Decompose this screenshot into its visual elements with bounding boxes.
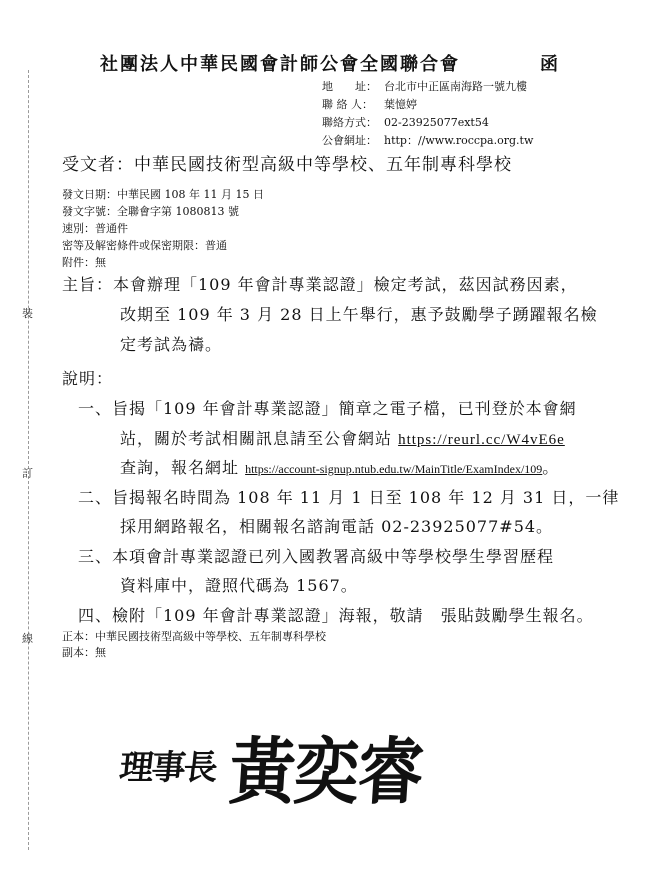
phone-row xyxy=(322,114,489,132)
recipient: 受文者：中華民國技術型高級中等學校、五年制專科學校 xyxy=(62,155,512,175)
doc-number: 發文字號：全聯會字第 1080813 號 xyxy=(62,205,239,218)
address-row xyxy=(322,78,527,96)
item4-line-1: 四、檢附「109 年會計專業認證」海報，敬請 張貼鼓勵學生報名。 xyxy=(78,606,594,625)
issue-date: 發文日期：中華民國 108 年 11 月 15 日 xyxy=(62,188,264,201)
item1-line-1: 一、旨揭「109 年會計專業認證」簡章之電子檔，已刊登於本會網 xyxy=(78,399,577,418)
item3-line-1: 三、本項會計專業認證已列入國教署高級中等學校學生學習歷程 xyxy=(78,547,555,566)
doc-type: 函 xyxy=(540,54,558,75)
subject-line-1: 主旨：本會辦理「109 年會計專業認證」檢定考試，茲因試務因素， xyxy=(62,275,578,294)
org-title: 社團法人中華民國會計師公會全國聯合會 xyxy=(100,54,460,75)
phone-label: 聯絡方式： xyxy=(322,116,377,129)
website-value: http：//www.roccpa.org.tw xyxy=(384,134,534,147)
subject-line-3: 定考試為禱。 xyxy=(120,335,223,354)
contact-row xyxy=(322,96,417,114)
signature-name: 黃奕睿 xyxy=(226,728,425,815)
item1-line-2 xyxy=(120,426,565,449)
margin-mark-xian: 線 xyxy=(22,632,33,645)
explanation-label: 說明： xyxy=(62,369,114,388)
margin-mark-ding: 訂 xyxy=(22,467,33,480)
contact-label: 聯 絡 人： xyxy=(322,98,373,111)
secrecy: 密等及解密條件或保密期限：普通 xyxy=(62,239,227,252)
website-label: 公會網址： xyxy=(322,134,377,147)
signature-title: 理事長 xyxy=(117,748,218,788)
item1-line-3-text: 查詢，報名網址 xyxy=(120,458,246,477)
margin-mark-zhuang: 裝 xyxy=(22,307,33,320)
item2-line-2: 採用網路報名，相關報名諮詢電話 02-23925077#54。 xyxy=(120,517,554,536)
attachment: 附件：無 xyxy=(62,256,106,269)
signature-seal xyxy=(117,718,450,815)
association-link[interactable]: https://reurl.cc/W4vE6e xyxy=(398,432,565,448)
binding-dashed-line xyxy=(28,70,29,850)
subject-line-2: 改期至 109 年 3 月 28 日上午舉行，惠予鼓勵學子踴躍報名檢 xyxy=(120,305,598,324)
item3-line-2: 資料庫中，證照代碼為 1567。 xyxy=(120,576,358,595)
contact-value: 葉憶婷 xyxy=(384,98,417,111)
website-row xyxy=(322,132,533,150)
speed: 速別：普通件 xyxy=(62,222,128,235)
address-label: 地 址： xyxy=(322,80,377,93)
phone-value: 02-23925077ext54 xyxy=(384,116,489,129)
item1-line-2-text: 站，關於考試相關訊息請至公會網站 xyxy=(120,429,399,448)
item1-line-3 xyxy=(120,455,559,478)
item1-line-3-end: 。 xyxy=(542,458,560,477)
original-recipients: 正本：中華民國技術型高級中等學校、五年制專科學校 xyxy=(62,630,326,643)
copy-recipients: 副本：無 xyxy=(62,646,106,659)
item2-line-1: 二、旨揭報名時間為 108 年 11 月 1 日至 108 年 12 月 31 日，一律 xyxy=(78,488,620,507)
address-value: 台北市中正區南海路一號九樓 xyxy=(384,80,527,93)
registration-link[interactable]: https://account-signup.ntub.edu.tw/MainTitle/ExamIndex/109 xyxy=(245,462,543,476)
